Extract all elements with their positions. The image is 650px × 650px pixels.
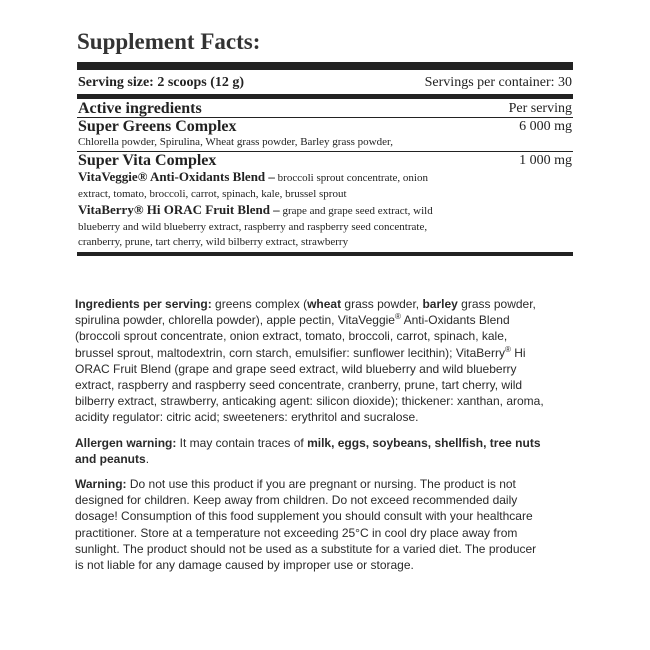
warning-paragraph [75,476,545,573]
registered-mark: ® [394,312,401,322]
allergen-text: It may contain traces of [176,435,308,450]
warning-text: Do not use this product if you are pregnant or nursing. The product is not designed for children. Keep away from children. Do not exceed recommended daily dosage! Consumption of this food supplement you should consult with your healthcare practitioner. Store at a temperature not exceeding 25°C in cool dry place away from sunlight. The product should not be used as a substitute for a varied diet. The producer is not liable for any damage caused by improper use or storage. [75,477,537,573]
registered-mark: ® [504,344,511,354]
serving-size [78,74,244,92]
blend-item [78,169,463,202]
active-ingredients-header: Active ingredients [78,100,202,117]
blend-name: VitaVeggie® Anti-Oxidants Blend – [78,169,275,184]
ingredients-paragraph [75,296,545,426]
ingredient-description: Chlorella powder, Spirulina, Wheat grass powder, Barley grass powder, [78,136,393,148]
ingredient-name: Super Vita Complex [78,152,217,169]
ingredient-name: Super Greens Complex [78,118,237,135]
ingredients-text-part: grass powder, [341,297,423,311]
serving-size-label: Serving size: 2 scoops [78,75,207,90]
allergen-list: milk, eggs, soybeans, shellfish, tree nuts and peanuts [75,435,541,466]
table-header [77,99,573,118]
ingredients-text-part: Hi ORAC Fruit Blend (grape and grape seed extract, wild blueberry and wild blueberry extract, raspberry and raspberry seed concentrate, cranberry, prune, tart cherry, wild bilberry extract, strawberry, anticaking agent: silicon dioxide); thickener: xanthan, aroma, acidity regulator: citric acid; sweeteners: erythritol and sucralose. [75,345,544,425]
supplement-facts-panel [77,28,573,256]
allergen-highlight: barley [422,297,458,311]
warning-label: Warning: [75,477,127,492]
ingredient-amount: 1 000 mg [519,153,572,168]
allergen-highlight: wheat [307,297,342,311]
panel-title: Supplement Facts: [77,28,573,70]
ingredients-text-part: Anti-Oxidants Blend (broccoli sprout concentrate, onion extract, tomato, broccoli, carrot, spinach, kale, brussel sprout, maltodextrin, corn starch, emulsifier: sunflower lecithin); VitaBerry [75,313,510,360]
serving-size-value: (12 g) [210,75,245,90]
ingredients-text-part: grass powder, spirulina powder, chlorella powder), apple pectin, VitaVeggie [75,297,536,328]
allergen-label: Allergen warning: [75,435,177,450]
blend-item [78,202,463,251]
allergen-paragraph [75,435,545,467]
allergen-text: . [145,451,150,466]
per-serving-header: Per serving [508,101,572,116]
blend-name: VitaBerry® Hi ORAC Fruit Blend – [78,202,280,217]
serving-row [77,70,573,99]
blend-text: grape and grape seed extract, wild blueberry and wild blueberry extract, raspberry and raspberry seed concentrate, cranberry, prune, tart cherry, wild bilberry extract, strawberry [78,205,433,248]
ingredients-label: Ingredients per serving: [75,297,212,311]
ingredients-text-part: greens complex ( [211,297,308,311]
bottom-rule [77,253,573,256]
ingredient-amount: 6 000 mg [519,119,572,134]
ingredient-row [77,118,573,152]
ingredient-row [77,152,573,253]
blend-text: broccoli sprout concentrate, onion extract, tomato, broccoli, carrot, spinach, kale, brussel sprout [78,172,428,200]
servings-per-container: Servings per container: 30 [424,75,572,90]
label-text [75,296,545,582]
